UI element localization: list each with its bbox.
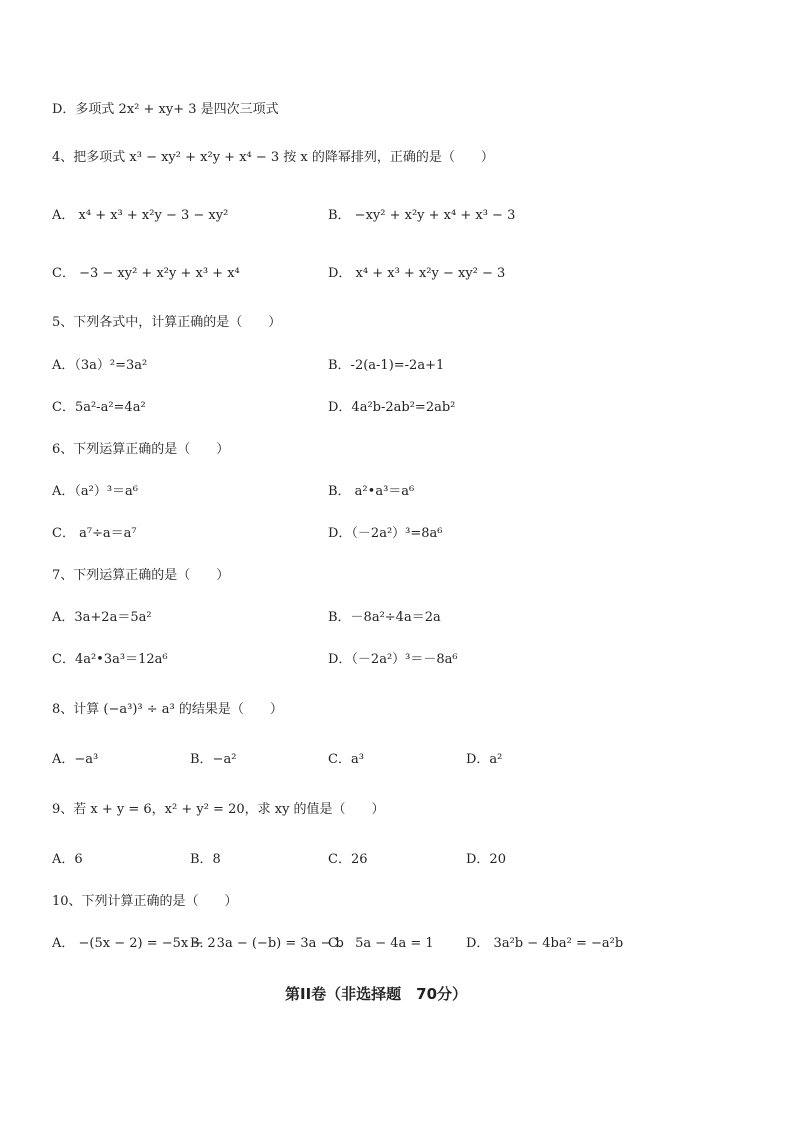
q8-option-d: D．a²	[466, 752, 503, 767]
q7-option-c: C．4a²•3a³＝12a⁶	[52, 652, 168, 667]
q8-option-c: C．a³	[328, 752, 364, 767]
q6-option-c: C． a⁷÷a＝a⁷	[52, 526, 137, 541]
question-10: 10、下列计算正确的是（ ）	[52, 894, 238, 909]
q6-option-b: B． a²•a³＝a⁶	[328, 484, 415, 499]
q8-option-b: B．−a²	[190, 752, 237, 767]
q5-option-d: D．4a²b-2ab²=2ab²	[328, 400, 456, 415]
q4-option-c: C． −3 − xy² + x²y + x³ + x⁴	[52, 266, 240, 281]
q5-option-c: C．5a²-a²=4a²	[52, 400, 146, 415]
q4-option-a: A． x⁴ + x³ + x²y − 3 − xy²	[52, 208, 229, 223]
q10-option-b: B． 3a − (−b) = 3a − b	[190, 936, 344, 951]
q7-option-a: A．3a+2a＝5a²	[52, 610, 152, 625]
question-5: 5、下列各式中，计算正确的是（ ）	[52, 315, 282, 330]
q9-option-d: D．20	[466, 852, 506, 867]
q4-option-b: B． −xy² + x²y + x⁴ + x³ − 3	[328, 208, 516, 223]
q5-option-a: A．（3a）²=3a²	[52, 358, 148, 373]
q10-option-c: C． 5a − 4a = 1	[328, 936, 434, 951]
question-8: 8、计算 (−a³)³ ÷ a³ 的结果是（ ）	[52, 702, 283, 717]
q9-option-a: A．6	[52, 852, 83, 867]
q4-option-d: D． x⁴ + x³ + x²y − xy² − 3	[328, 266, 506, 281]
q7-option-b: B．－8a²÷4a＝2a	[328, 610, 441, 625]
q9-option-b: B．8	[190, 852, 221, 867]
section-title: 第II卷（非选择题 70分）	[285, 985, 468, 1003]
q10-option-d: D． 3a²b − 4ba² = −a²b	[466, 936, 624, 951]
q7-option-d: D．（－2a²）³＝－8a⁶	[328, 652, 458, 667]
q6-option-a: A．（a²）³＝a⁶	[52, 484, 139, 499]
option-d-prev: D．多项式 2x² + xy+ 3 是四次三项式	[52, 102, 279, 117]
q9-option-c: C．26	[328, 852, 368, 867]
q5-option-b: B．-2(a-1)=-2a+1	[328, 358, 445, 373]
question-7: 7、下列运算正确的是（ ）	[52, 568, 230, 583]
question-6: 6、下列运算正确的是（ ）	[52, 442, 230, 457]
question-9: 9、若 x + y = 6，x² + y² = 20，求 xy 的值是（ ）	[52, 802, 385, 817]
q8-option-a: A．−a³	[52, 752, 99, 767]
q6-option-d: D．（－2a²）³=8a⁶	[328, 526, 443, 541]
q10-option-a: A． −(5x − 2) = −5x − 2	[52, 936, 216, 951]
question-4: 4、把多项式 x³ − xy² + x²y + x⁴ − 3 按 x 的降幂排列，正确的是（ ）	[52, 150, 494, 165]
